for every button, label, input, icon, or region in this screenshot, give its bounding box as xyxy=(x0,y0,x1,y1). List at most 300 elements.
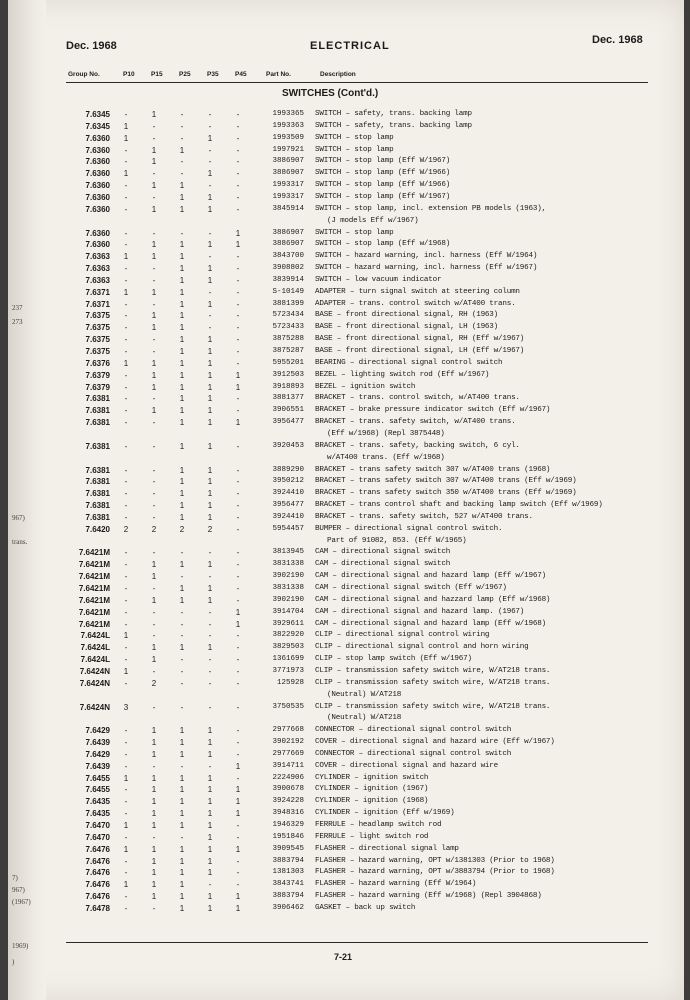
part-description: CLIP – stop lamp switch (Eff w/1967) xyxy=(315,655,472,664)
part-description: FERRULE – headlamp switch rod xyxy=(315,821,442,829)
qty-p10: - xyxy=(124,619,128,629)
qty-p25: - xyxy=(180,761,184,771)
part-description: BASE – front directional signal, LH (1963) xyxy=(315,323,498,332)
qty-p45: - xyxy=(236,631,240,641)
qty-p35: 1 xyxy=(207,749,213,759)
qty-p25: - xyxy=(180,548,184,558)
qty-p10: - xyxy=(124,749,128,759)
qty-p45: - xyxy=(236,406,240,416)
part-description: BRACKET – trans. safety, backing switch, 6 cyl. xyxy=(315,441,520,450)
header-date-right: Dec. 1968 xyxy=(592,34,643,46)
part-number: 3948316 xyxy=(272,809,304,818)
qty-p45: 1 xyxy=(235,228,241,238)
qty-p15: - xyxy=(152,418,156,428)
qty-p35: 1 xyxy=(207,560,213,570)
header-date-left: Dec. 1968 xyxy=(66,40,117,52)
group-number: 7.6421M xyxy=(78,607,110,617)
qty-p45: - xyxy=(236,335,240,345)
qty-p25: 1 xyxy=(179,240,185,250)
part-number: 1993365 xyxy=(272,110,304,118)
part-number: 3875288 xyxy=(272,335,304,344)
qty-p35: 1 xyxy=(207,832,213,842)
qty-p45: 1 xyxy=(235,797,241,807)
qty-p35: 1 xyxy=(207,169,213,179)
part-number: 2977668 xyxy=(272,726,304,735)
edge-fragment: 1969) xyxy=(12,942,29,950)
qty-p15: - xyxy=(152,299,156,309)
qty-p25: 1 xyxy=(179,797,185,807)
group-number: 7.6363 xyxy=(85,252,110,262)
qty-p10: - xyxy=(124,264,128,274)
qty-p15: - xyxy=(152,347,156,356)
group-number: 7.6429 xyxy=(85,749,110,759)
qty-p45: - xyxy=(236,347,240,356)
part-number: 3750535 xyxy=(272,702,304,711)
qty-p10: 1 xyxy=(123,844,129,854)
qty-p35: - xyxy=(208,678,212,688)
qty-p10: - xyxy=(124,548,128,558)
part-description: BASE – front directional signal, LH (Eff w/1967) xyxy=(315,347,525,355)
catalog-page xyxy=(8,0,684,1000)
qty-p45: - xyxy=(236,465,240,475)
edge-fragment: 7) xyxy=(12,874,18,882)
group-number: 7.6470 xyxy=(85,832,110,842)
group-number: 7.6420 xyxy=(85,524,110,534)
qty-p10: 1 xyxy=(123,666,129,676)
group-number: 7.6379 xyxy=(85,382,110,392)
qty-p45: - xyxy=(236,489,240,499)
part-description: FLASHER – hazard warning, OPT w/3883794 (Prior to 1968) xyxy=(315,868,555,877)
qty-p10: 1 xyxy=(123,121,129,131)
qty-p25: 1 xyxy=(179,856,185,866)
qty-p35: 1 xyxy=(207,512,213,522)
part-description: BRACKET – trans. safety switch, 527 w/AT400 trans. xyxy=(315,512,533,521)
part-number: 3929611 xyxy=(272,619,304,628)
qty-p25: 1 xyxy=(179,358,185,368)
qty-p25: - xyxy=(180,631,184,641)
qty-p25: 1 xyxy=(179,880,185,890)
qty-p45: - xyxy=(236,441,240,451)
qty-p15: - xyxy=(152,666,156,676)
group-number: 7.6381 xyxy=(85,512,110,522)
qty-p10: - xyxy=(124,394,128,404)
part-number: 3886907 xyxy=(272,240,304,249)
group-number: 7.6360 xyxy=(85,228,110,238)
qty-p15: 1 xyxy=(151,726,157,736)
qty-p45: - xyxy=(236,880,240,890)
edge-fragment: 967) xyxy=(12,886,25,894)
qty-p10: - xyxy=(124,809,128,819)
group-number: 7.6381 xyxy=(85,394,110,404)
qty-p35: 1 xyxy=(207,643,213,653)
qty-p10: - xyxy=(124,347,128,356)
part-description: SWITCH – stop lamp (Eff w/1968) xyxy=(315,240,451,249)
qty-p35: - xyxy=(208,181,212,191)
qty-p15: 1 xyxy=(151,358,157,368)
qty-p45: - xyxy=(236,133,240,143)
qty-p10: - xyxy=(124,785,128,795)
part-number: 1361699 xyxy=(272,655,304,664)
qty-p25: 1 xyxy=(179,382,185,392)
qty-p45: - xyxy=(236,726,240,736)
part-description: BRACKET – brake pressure indicator switch (Eff w/1967) xyxy=(315,406,551,415)
qty-p15: 1 xyxy=(151,749,157,759)
qty-p15: - xyxy=(152,394,156,404)
qty-p25: 1 xyxy=(179,773,185,783)
qty-p35: 1 xyxy=(207,204,213,214)
qty-p15: - xyxy=(152,512,156,522)
group-number: 7.6371 xyxy=(85,299,110,309)
group-number: 7.6435 xyxy=(85,809,110,819)
group-number: 7.6363 xyxy=(85,275,110,285)
qty-p45: 1 xyxy=(235,418,241,428)
part-description: SWITCH – stop lamp, incl. extension PB models (1963), xyxy=(315,204,546,213)
qty-p15: - xyxy=(152,275,156,285)
qty-p45: - xyxy=(236,832,240,842)
qty-p25: 1 xyxy=(179,749,185,759)
part-number: 3924410 xyxy=(272,489,304,498)
qty-p10: - xyxy=(124,382,128,392)
part-description: CLIP – transmission safety switch wire, W/AT218 trans. xyxy=(315,678,551,687)
part-number: 3883794 xyxy=(272,892,304,901)
group-number: 7.6379 xyxy=(85,370,110,380)
qty-p35: 1 xyxy=(207,275,213,285)
qty-p10: - xyxy=(124,560,128,570)
qty-p45: - xyxy=(236,524,240,534)
qty-p25: 1 xyxy=(179,903,185,913)
edge-fragment: 967) xyxy=(12,514,25,522)
part-description: CYLINDER – ignition switch xyxy=(315,773,429,782)
part-number: 2224906 xyxy=(272,773,304,782)
group-number: 7.6478 xyxy=(85,903,110,913)
part-description: CONNECTOR – directional signal control switch xyxy=(315,726,512,735)
qty-p10: - xyxy=(124,501,128,511)
qty-p45: 1 xyxy=(235,844,241,854)
qty-p15: 1 xyxy=(151,809,157,819)
part-description: BEARING – directional signal control switch xyxy=(315,358,503,367)
part-number: 125928 xyxy=(276,678,304,687)
qty-p25: 1 xyxy=(179,252,185,262)
group-number: 7.6429 xyxy=(85,726,110,736)
qty-p45: - xyxy=(236,110,240,119)
qty-p10: 1 xyxy=(123,631,129,641)
qty-p15: - xyxy=(152,489,156,499)
qty-p35: - xyxy=(208,702,212,712)
part-number: 5723433 xyxy=(272,323,304,332)
group-number: 7.6345 xyxy=(85,110,110,119)
qty-p25: 1 xyxy=(179,299,185,309)
qty-p25: 1 xyxy=(179,418,185,428)
qty-p45: - xyxy=(236,821,240,830)
part-number: 3886907 xyxy=(272,157,304,166)
qty-p35: 1 xyxy=(207,738,213,748)
qty-p15: 1 xyxy=(151,643,157,653)
part-number: 3889290 xyxy=(272,465,304,474)
group-number: 7.6360 xyxy=(85,157,110,167)
part-description: ADAPTER – turn signal switch at steering column xyxy=(315,287,520,296)
group-number: 7.6439 xyxy=(85,738,110,748)
part-number: 1946329 xyxy=(272,821,304,829)
qty-p10: 1 xyxy=(123,133,129,143)
qty-p45: - xyxy=(236,702,240,712)
qty-p35: 1 xyxy=(207,903,213,913)
qty-p15: - xyxy=(152,169,156,179)
qty-p45: - xyxy=(236,157,240,167)
parts-table xyxy=(8,0,684,1000)
qty-p35: - xyxy=(208,252,212,262)
part-description: SWITCH – stop lamp xyxy=(315,133,394,142)
qty-p25: 2 xyxy=(179,524,185,534)
part-description: SWITCH – safety, trans. backing lamp xyxy=(315,121,472,130)
qty-p15: - xyxy=(152,335,156,345)
qty-p10: - xyxy=(124,512,128,522)
qty-p35: 1 xyxy=(207,821,213,830)
part-number: 3881377 xyxy=(272,394,304,403)
qty-p45: - xyxy=(236,275,240,285)
part-number: 3914711 xyxy=(272,761,304,770)
qty-p10: - xyxy=(124,726,128,736)
qty-p15: - xyxy=(152,584,156,593)
part-description: SWITCH – hazard warning, incl. harness (Eff W/1964) xyxy=(315,252,538,261)
part-number: 3909545 xyxy=(272,844,304,853)
qty-p45: 1 xyxy=(235,785,241,795)
qty-p45: - xyxy=(236,311,240,321)
qty-p10: - xyxy=(124,655,128,665)
qty-p45: - xyxy=(236,678,240,688)
group-number: 7.6360 xyxy=(85,192,110,202)
group-number: 7.6360 xyxy=(85,145,110,155)
qty-p10: - xyxy=(124,240,128,250)
qty-p25: 1 xyxy=(179,560,185,570)
qty-p10: 1 xyxy=(123,169,129,179)
qty-p35: 2 xyxy=(207,524,213,534)
qty-p15: 1 xyxy=(151,311,157,321)
qty-p10: 1 xyxy=(123,773,129,783)
group-number: 7.6360 xyxy=(85,240,110,250)
qty-p35: 1 xyxy=(207,785,213,795)
qty-p15: - xyxy=(152,121,156,131)
group-number: 7.6455 xyxy=(85,773,110,783)
part-description: SWITCH – stop lamp (Eff W/1966) xyxy=(315,169,451,178)
part-number: 1381303 xyxy=(272,868,304,877)
qty-p25: - xyxy=(180,702,184,712)
qty-p15: - xyxy=(152,903,156,913)
qty-p15: - xyxy=(152,228,156,238)
qty-p45: - xyxy=(236,868,240,878)
qty-p35: - xyxy=(208,323,212,333)
part-number: 3902192 xyxy=(272,738,304,747)
qty-p10: 1 xyxy=(123,287,129,297)
qty-p10: - xyxy=(124,678,128,688)
qty-p45: - xyxy=(236,643,240,653)
qty-p45: - xyxy=(236,121,240,131)
qty-p35: 1 xyxy=(207,584,213,593)
qty-p35: 1 xyxy=(207,856,213,866)
qty-p35: - xyxy=(208,666,212,676)
qty-p15: 1 xyxy=(151,595,157,605)
qty-p45: - xyxy=(236,169,240,179)
group-number: 7.6476 xyxy=(85,856,110,866)
qty-p15: - xyxy=(152,631,156,641)
qty-p15: - xyxy=(152,465,156,475)
qty-p35: 1 xyxy=(207,358,213,368)
part-number: 3924410 xyxy=(272,512,304,521)
qty-p15: - xyxy=(152,133,156,143)
group-number: 7.6421M xyxy=(78,595,110,605)
group-number: 7.6360 xyxy=(85,181,110,191)
qty-p25: 1 xyxy=(179,512,185,522)
qty-p35: - xyxy=(208,572,212,582)
group-number: 7.6424N xyxy=(79,678,110,688)
qty-p35: - xyxy=(208,619,212,629)
part-description: FLASHER – hazard warning (Eff W/1964) xyxy=(315,880,477,889)
qty-p15: - xyxy=(152,607,156,617)
qty-p35: 1 xyxy=(207,892,213,902)
part-description: CLIP – transmission safety switch wire, W/AT218 trans. xyxy=(315,702,551,711)
qty-p25: 1 xyxy=(179,192,185,202)
qty-p25: 1 xyxy=(179,584,185,593)
qty-p25: 1 xyxy=(179,406,185,416)
part-description: SWITCH – stop lamp xyxy=(315,145,394,154)
qty-p10: 3 xyxy=(123,702,129,712)
qty-p15: - xyxy=(152,501,156,511)
part-description-continued: Part of 91082, 853. (Eff W/1965) xyxy=(327,536,467,545)
qty-p15: 1 xyxy=(151,382,157,392)
group-number: 7.6381 xyxy=(85,489,110,499)
qty-p35: 1 xyxy=(207,418,213,428)
qty-p15: 1 xyxy=(151,406,157,416)
qty-p35: - xyxy=(208,145,212,155)
group-number: 7.6421M xyxy=(78,560,110,570)
qty-p25: - xyxy=(180,678,184,688)
qty-p25: - xyxy=(180,110,184,119)
qty-p35: - xyxy=(208,548,212,558)
qty-p25: 1 xyxy=(179,394,185,404)
qty-p45: - xyxy=(236,287,240,297)
group-number: 7.6424L xyxy=(80,643,110,653)
qty-p10: - xyxy=(124,406,128,416)
part-number: 1997921 xyxy=(272,145,304,154)
qty-p25: 1 xyxy=(179,335,185,345)
qty-p15: - xyxy=(152,264,156,274)
qty-p35: 1 xyxy=(207,489,213,499)
qty-p15: 1 xyxy=(151,560,157,570)
part-number: 3924228 xyxy=(272,797,304,806)
qty-p25: 1 xyxy=(179,441,185,451)
part-number: 5955201 xyxy=(272,358,304,367)
qty-p10: 2 xyxy=(123,524,129,534)
group-number: 7.6345 xyxy=(85,121,110,131)
qty-p15: 1 xyxy=(151,323,157,333)
group-number: 7.6376 xyxy=(85,358,110,368)
group-number: 7.6360 xyxy=(85,204,110,214)
part-description: CAM – directional signal and hazard lamp (Eff w/1967) xyxy=(315,572,546,581)
qty-p25: 1 xyxy=(179,370,185,380)
part-description: CYLINDER – ignition (Eff w/1969) xyxy=(315,809,455,818)
part-number: 1993509 xyxy=(272,133,304,142)
qty-p10: - xyxy=(124,856,128,866)
qty-p10: - xyxy=(124,418,128,428)
qty-p10: 1 xyxy=(123,880,129,890)
qty-p35: 1 xyxy=(207,264,213,274)
qty-p45: - xyxy=(236,773,240,783)
edge-fragment: trans. xyxy=(12,538,28,546)
part-number: 1951846 xyxy=(272,832,304,841)
group-number: 7.6476 xyxy=(85,868,110,878)
qty-p15: 2 xyxy=(151,678,157,688)
group-number: 7.6381 xyxy=(85,477,110,487)
qty-p35: 1 xyxy=(207,192,213,202)
qty-p45: 1 xyxy=(235,903,241,913)
edge-fragment: (1967) xyxy=(12,898,31,906)
group-number: 7.6371 xyxy=(85,287,110,297)
part-number: 3822920 xyxy=(272,631,304,640)
qty-p10: - xyxy=(124,477,128,487)
part-number: S-10149 xyxy=(272,287,304,296)
qty-p45: - xyxy=(236,749,240,759)
qty-p15: - xyxy=(152,477,156,487)
qty-p10: - xyxy=(124,275,128,285)
qty-p15: 1 xyxy=(151,252,157,262)
qty-p45: 1 xyxy=(235,619,241,629)
edge-fragment: ) xyxy=(12,958,15,966)
group-number: 7.6363 xyxy=(85,264,110,274)
part-description: FLASHER – directional signal lamp xyxy=(315,844,459,853)
qty-p35: - xyxy=(208,311,212,321)
group-number: 7.6360 xyxy=(85,169,110,179)
part-number: 3906462 xyxy=(272,903,304,912)
part-description-continued: w/AT400 trans. (Eff w/1968) xyxy=(327,453,445,462)
part-description: SWITCH – hazard warning, incl. harness (Eff w/1967) xyxy=(315,264,538,273)
qty-p45: 1 xyxy=(235,607,241,617)
qty-p45: 1 xyxy=(235,892,241,902)
qty-p25: - xyxy=(180,121,184,131)
qty-p10: - xyxy=(124,903,128,913)
qty-p15: 1 xyxy=(151,785,157,795)
qty-p25: 1 xyxy=(179,204,185,214)
part-number: 1993317 xyxy=(272,181,304,190)
part-description-continued: (Neutral) W/AT218 xyxy=(327,690,402,699)
part-description: SWITCH – stop lamp (Eff W/1967) xyxy=(315,157,451,166)
qty-p35: 1 xyxy=(207,797,213,807)
qty-p35: 1 xyxy=(207,844,213,854)
part-description: SWITCH – low vacuum indicator xyxy=(315,275,442,284)
group-number: 7.6424L xyxy=(80,631,110,641)
qty-p15: 1 xyxy=(151,892,157,902)
qty-p15: 1 xyxy=(151,738,157,748)
qty-p25: - xyxy=(180,832,184,842)
part-description: BEZEL – ignition switch xyxy=(315,382,416,391)
qty-p45: 1 xyxy=(235,809,241,819)
group-number: 7.6360 xyxy=(85,133,110,143)
part-number: 3843741 xyxy=(272,880,304,889)
part-number: 3845914 xyxy=(272,204,304,213)
group-number: 7.6381 xyxy=(85,441,110,451)
qty-p10: - xyxy=(124,643,128,653)
qty-p25: 1 xyxy=(179,489,185,499)
part-description: FLASHER – hazard warning, OPT w/1381303 (Prior to 1968) xyxy=(315,856,555,865)
qty-p25: 1 xyxy=(179,844,185,854)
group-number: 7.6381 xyxy=(85,406,110,416)
qty-p45: 1 xyxy=(235,240,241,250)
qty-p25: 1 xyxy=(179,868,185,878)
group-number: 7.6455 xyxy=(85,785,110,795)
qty-p15: 1 xyxy=(151,856,157,866)
qty-p25: 1 xyxy=(179,501,185,511)
qty-p45: - xyxy=(236,264,240,274)
part-number: 3914704 xyxy=(272,607,304,616)
group-number: 7.6424N xyxy=(79,666,110,676)
